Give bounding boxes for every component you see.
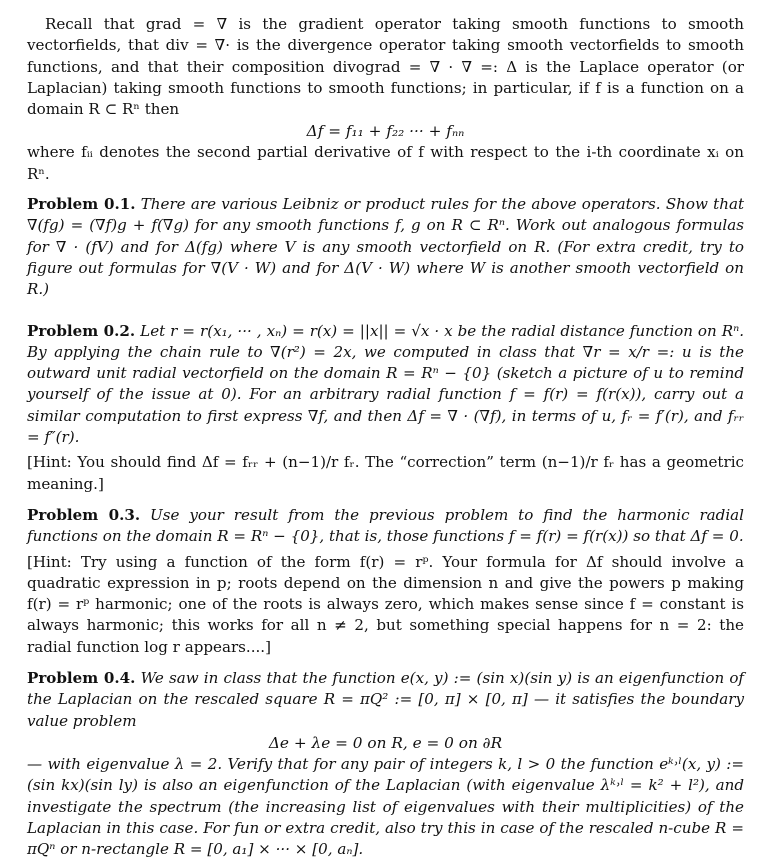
laplacian-formula: Δf = f₁₁ + f₂₂ ··· + fₙₙ bbox=[306, 122, 465, 141]
problem-0-1-statement: There are various Leibniz or product rules for the above operators. Show that ∇(fg) = (∇f)g + f(∇g) for any smooth functions f, g on R ⊂ Rⁿ. Work out analogous formulas for ∇ · (fV) and for Δ(fg) where V is any smooth vectorfield on R. (For extra credit, try to figure out formulas for ∇(V · W) and for Δ(V · W) where W is another smooth vectorfield on R.) bbox=[27, 195, 745, 299]
problem-0-1-label: Problem 0.1. bbox=[27, 195, 136, 214]
problem-0-2 bbox=[27, 321, 744, 449]
problem-0-2-hint: [Hint: You should find Δf = fᵣᵣ + (n−1)/r fᵣ. The “correction” term (n−1)/r fᵣ has a geometric meaning.] bbox=[27, 453, 744, 493]
problem-0-3-label: Problem 0.3. bbox=[27, 505, 141, 524]
intro-paragraph: Recall that grad = ∇ is the gradient operator taking smooth functions to smooth vectorfields, that div = ∇· is the divergence operator taking smooth vectorfields to smooth functions, and that their composition divograd = ∇ · ∇ =: Δ is the Laplace operator (or Laplacian) taking smooth functions to smooth functions; in particular, if f is a function on a domain R ⊂ Rⁿ then bbox=[27, 15, 744, 119]
problem-0-3 bbox=[27, 505, 744, 548]
boundary-value-formula: Δe + λe = 0 on R, e = 0 on ∂R bbox=[268, 733, 503, 752]
problem-0-4-continuation-text: — with eigenvalue λ = 2. Verify that for any pair of integers k, l > 0 the function eᵏ˒ˡ(x, y) := (sin kx)(sin ly) is also an eigenfunction of the Laplacian (with eigenvalue λᵏ˒ˡ = k² + l²), and investigate the spectrum (the increasing list of eigenvalues with their multiplicities) of the Laplacian in this case. For fun or extra credit, also try this in case of the rescaled n-cube R = πQⁿ or n-rectangle R = [0, a₁] × ··· × [0, aₙ]. bbox=[27, 754, 744, 859]
problem-0-4-statement: We saw in class that the function e(x, y) := (sin x)(sin y) is an eigenfunction of the Laplacian on the rescaled square R = πQ² := [0, π] × [0, π] — it satisfies the boundary value problem bbox=[27, 669, 745, 730]
problem-0-2-label: Problem 0.2. bbox=[27, 321, 136, 340]
problem-0-3-hint: [Hint: Try using a function of the form f(r) = rᵖ. Your formula for Δf should involve a quadratic expression in p; roots depend on the dimension n and give the powers p making f(r) = rᵖ harmonic; one of the roots is always zero, which makes sense since f = constant is always harmonic; this works for all n ≠ 2, but something special happens for n = 2: the radial function log r appears....] bbox=[27, 552, 744, 656]
problem-0-4-label: Problem 0.4. bbox=[27, 669, 136, 688]
problem-0-2-statement: Let r = r(x₁, ··· , xₙ) = r(x) = ||x|| = √x · x be the radial distance function on Rⁿ. By applying the chain rule to ∇(r²) = 2x, we computed in class that ∇r = x/r =: u is the outward unit radial vectorfield on the domain R = Rⁿ − {0} (sketch a picture of u to remind yourself of the issue at 0). For an arbitrary radial function f = f(r) = f(r(x)), carry out a similar computation to first express ∇f, and then Δf = ∇ · (∇f), in terms of u, fᵣ = f′(r), and fᵣᵣ = f″(r). bbox=[27, 321, 744, 447]
problem-0-1 bbox=[27, 194, 744, 300]
problem-0-4 bbox=[27, 668, 744, 732]
problem-0-3-statement: Use your result from the previous problem to find the harmonic radial functions on the domain R = Rⁿ − {0}, that is, those functions f = f(r) = f(r(x)) so that Δf = 0. bbox=[27, 505, 744, 546]
intro-after-formula: where fᵢᵢ denotes the second partial derivative of f with respect to the i-th coordinate xᵢ on Rⁿ. bbox=[27, 143, 744, 183]
problem-0-4-continuation bbox=[27, 754, 744, 860]
